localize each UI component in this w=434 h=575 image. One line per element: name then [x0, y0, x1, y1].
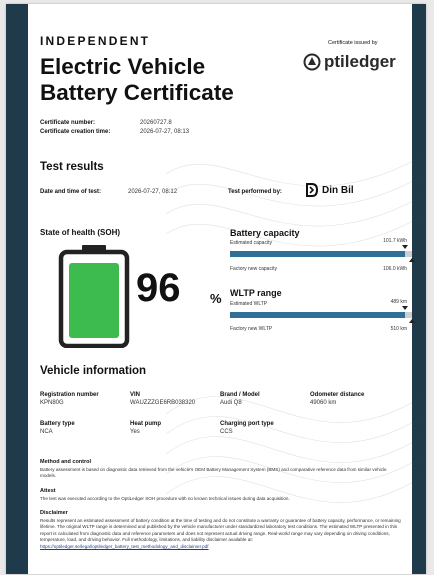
estimated-wltp-value: 489 km [390, 299, 407, 305]
issuer-logo-text: ptiledger [324, 52, 396, 71]
estimated-capacity-label: Estimated capacity [230, 240, 272, 246]
title-line-2: Battery Certificate [40, 80, 234, 105]
vin-value: WAUZZZGE6RB038320 [130, 400, 196, 406]
issued-by-label: Certificate issued by [328, 40, 378, 46]
heat-pump-label: Heat pump [130, 421, 162, 427]
brand-model-value: Audi Q8 [220, 400, 242, 406]
attest-text: The test was executed according to the OptiLedger SOH procedure with no known technical issues during data acquisition. [40, 496, 290, 501]
battery-type-value: NCA [40, 429, 53, 435]
disclaimer-link[interactable]: https://optiledger.se/legal/optiledger_battery_test_methodology_and_disclaimer.pdf [40, 543, 209, 549]
left-accent-stripe [6, 4, 28, 574]
test-date-value: 2026-07-27, 08:12 [128, 189, 178, 195]
soh-title: State of health (SOH) [40, 228, 121, 237]
factory-wltp-marker [409, 319, 415, 323]
wltp-range-title: WLTP range [230, 288, 282, 298]
registration-number-label: Registration number [40, 392, 99, 398]
estimated-capacity-value: 101.7 kWh [383, 238, 407, 244]
certificate-number-label: Certificate number: [40, 120, 96, 126]
odometer-label: Odometer distance [310, 392, 365, 398]
vehicle-information-title: Vehicle information [40, 365, 147, 377]
estimated-wltp-marker [402, 306, 408, 310]
factory-wltp-label: Factory new WLTP [230, 326, 273, 332]
factory-capacity-label: Factory new capacity [230, 266, 277, 272]
wltp-bar-fill [230, 312, 405, 318]
independent-label: INDEPENDENT [40, 34, 151, 48]
optiledger-logo-icon [302, 52, 322, 72]
attest-title: Attest [40, 488, 56, 494]
brand-model-label: Brand / Model [220, 392, 260, 398]
estimated-capacity-marker [402, 245, 408, 249]
din-bil-logo-icon [306, 183, 318, 197]
factory-capacity-value: 106.0 kWh [383, 266, 407, 272]
factory-capacity-marker [409, 258, 415, 262]
performed-by-label: Test performed by: [228, 189, 282, 195]
test-date-label: Date and time of test: [40, 189, 102, 195]
vin-label: VIN [130, 392, 141, 398]
issuer-logo [302, 52, 396, 72]
battery-type-label: Battery type [40, 421, 75, 427]
certificate-time-label: Certificate creation time: [40, 129, 111, 135]
disclaimer-text [40, 518, 402, 550]
title-line-1: Electric Vehicle [40, 54, 206, 79]
capacity-bar-fill [230, 251, 405, 257]
disclaimer-body: Results represent an estimated assessment of battery condition at the time of testing and do not constitute a warranty or guarantee of battery capacity, performance, or remaining lifetime. The original WLTP range is determined and published by the vehicle manufacturer under standardized laboratory test conditions. The estimated WLTP presented in this report is calculated from diagnostic data and reference parameters and does not represent actual driving range. Real-world range may vary depending on driving conditions, temperature, load, and driving behavior. Full methodology, limitations, and liability disclaimer available at: [40, 518, 401, 543]
registration-number-value: KPN80G [40, 400, 64, 406]
disclaimer-title: Disclaimer [40, 510, 68, 516]
battery-icon [58, 244, 130, 348]
charging-port-label: Charging port type [220, 421, 274, 427]
soh-value: 96 [136, 266, 181, 310]
soh-unit: % [210, 291, 222, 306]
heat-pump-value: Yes [130, 429, 140, 435]
performed-by-value: Din Bil [322, 184, 354, 196]
charging-port-value: CCS [220, 429, 233, 435]
wltp-bar [230, 312, 412, 318]
battery-level-fill [69, 263, 119, 338]
battery-capacity-title: Battery capacity [230, 228, 300, 238]
method-title: Method and control [40, 459, 92, 465]
certificate-page [6, 4, 426, 574]
test-results-title: Test results [40, 161, 104, 173]
odometer-value: 49060 km [310, 400, 337, 406]
din-bil-logo [306, 183, 354, 197]
method-text: Battery assessment is based on diagnostic data retrieved from the vehicle's OEM Battery Management System (BMS) and comparative reference data from similar vehicle models. [40, 467, 387, 479]
certificate-number: 20260727.8 [140, 120, 172, 126]
factory-wltp-value: 510 km [390, 326, 407, 332]
certificate-title [40, 54, 270, 106]
capacity-bar [230, 251, 412, 257]
estimated-wltp-label: Estimated WLTP [230, 301, 268, 307]
certificate-time: 2026-07-27, 08:13 [140, 129, 190, 135]
